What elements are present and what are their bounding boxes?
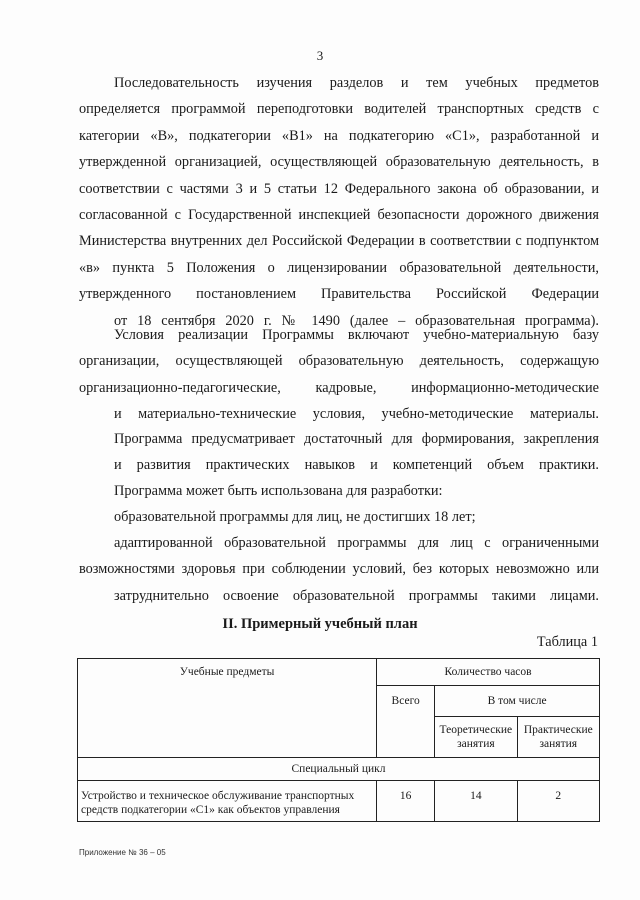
header-theory: Теоретические занятия <box>435 717 517 758</box>
header-hours: Количество часов <box>377 659 600 686</box>
paragraph-adapted-last: затруднительно освоение образовательной программы такими лицами. <box>114 587 599 604</box>
header-total: Всего <box>377 686 435 758</box>
row-practice: 2 <box>517 781 599 822</box>
paragraph-practice <box>79 426 599 479</box>
paragraph-minors <box>79 504 599 530</box>
table-header-row <box>78 659 600 686</box>
paragraph-adapted-text: адаптированной образовательной программы для лиц с ограниченными возможностями здоровья при соблюдении условий, без которых невозможно или <box>79 535 599 578</box>
section-heading: II. Примерный учебный план <box>222 616 418 632</box>
row-theory: 14 <box>435 781 517 822</box>
row-total: 16 <box>377 781 435 822</box>
header-including: В том числе <box>435 686 600 717</box>
header-subjects: Учебные предметы <box>78 659 377 758</box>
paragraph-sequence-last: от 18 сентября 2020 г. № 1490 (далее – образовательная программа). <box>114 312 599 329</box>
paragraph-adapted <box>79 530 599 609</box>
paragraph-minors-text: образовательной программы для лиц, не достигших 18 лет; <box>114 509 476 525</box>
row-subject: Устройство и техническое обслуживание транспортных средств подкатегории «С1» как объектов управления <box>78 781 377 822</box>
header-practice: Практические занятия <box>517 717 599 758</box>
paragraph-conditions <box>79 322 599 428</box>
paragraph-sequence <box>79 70 599 334</box>
paragraph-practice-last: и развития практических навыков и компетенций объем практики. <box>114 457 599 474</box>
paragraph-sequence-text: Последовательность изучения разделов и тем учебных предметов определяется программой переподготовки водителей транспортных средств с категории «В», подкатегории «В1» на подкатегорию «С1», разработанной и утвержденной организацией, осуществляющей образовательную деятельность, в соответствии с частями 3 и 5 статьи 12 Федерального закона об образовании, и согласованной с Государственной инспекцией безопасности дорожного движения Министерства внутренних дел Российской Федерации в соответствии с подпунктом «в» пункта 5 Положения о лицензировании образовательной деятельности, утвержденного постановлением Правительства Российской Федерации <box>79 75 599 303</box>
curriculum-table <box>77 658 600 822</box>
footer-note: Приложение № 36 – 05 <box>79 848 166 857</box>
paragraph-practice-text: Программа предусматривает достаточный для формирования, закрепления <box>114 431 599 447</box>
table-label: Таблица 1 <box>536 634 598 650</box>
cycle-special: Специальный цикл <box>78 758 600 781</box>
table-cycle-row <box>78 758 600 781</box>
paragraph-usage-text: Программа может быть использована для разработки: <box>114 483 443 499</box>
paragraph-conditions-text: Условия реализации Программы включают учебно-материальную базу организации, осуществляющей образовательную деятельность, содержащую организационно-педагогические, кадровые, информационно-методические <box>79 327 599 396</box>
paragraph-conditions-last: и материально-технические условия, учебно-методические материалы. <box>114 406 599 423</box>
table-row <box>78 781 600 822</box>
paragraph-usage <box>79 478 599 504</box>
page-number: 3 <box>316 48 324 63</box>
